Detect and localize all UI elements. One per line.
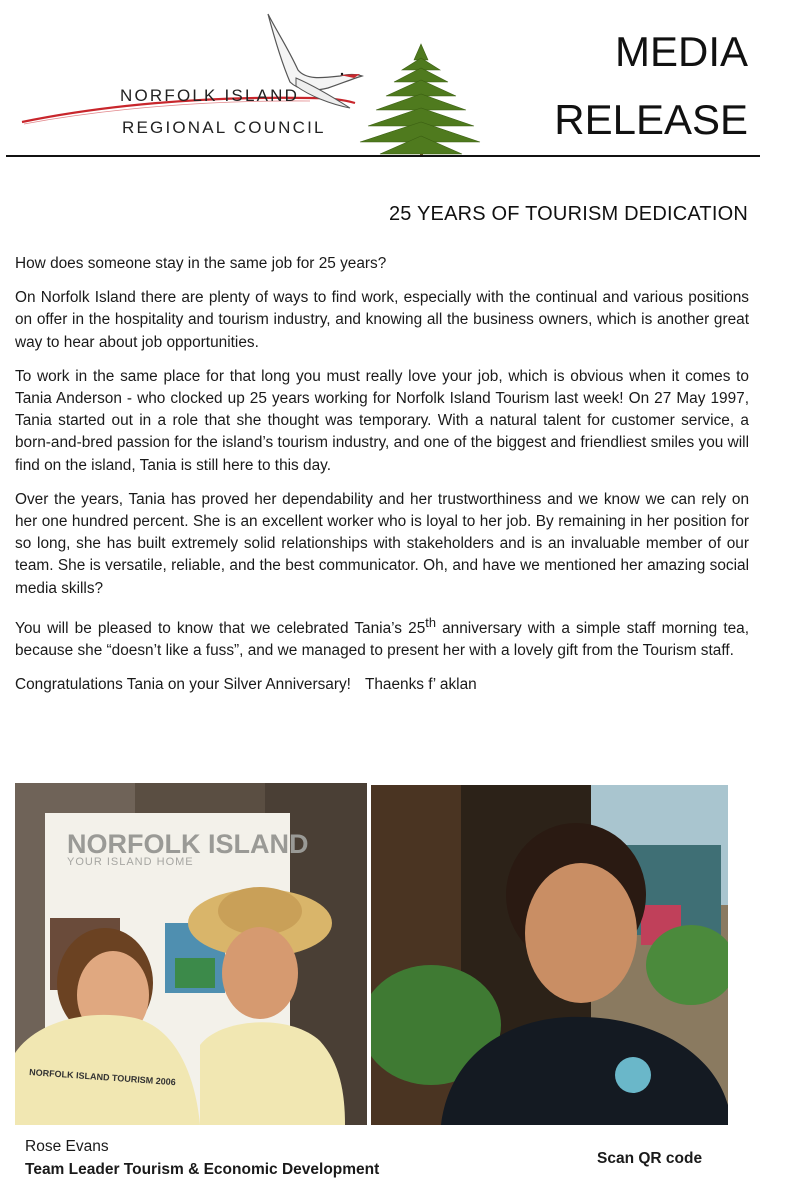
ordinal-suffix: th — [425, 614, 436, 630]
qr-code-label: Scan QR code — [597, 1150, 703, 1167]
banner-title: NORFOLK ISLAND — [67, 829, 309, 859]
paragraph-5 — [15, 612, 749, 663]
banner-subtitle: YOUR ISLAND HOME — [67, 856, 194, 868]
signatory-title: Team Leader Tourism & Economic Development — [25, 1161, 380, 1178]
shirt-logo-badge — [615, 1057, 651, 1093]
paragraph-4: Over the years, Tania has proved her dependability and her trustworthiness and we know we can rely on her one hundred percent. She is an excellent worker who is loyal to her job. By remaining in her position for so long, she has built extremely solid relationships with stakeholders and is an invaluable member of our team. She is versatile, reliable, and the best communicator. Oh, and have we mentioned her amazing social media skills? — [15, 490, 749, 597]
media-release-title — [554, 18, 748, 154]
norfolk-pine-icon — [360, 44, 480, 156]
paragraph-2: On Norfolk Island there are plenty of ways to find work, especially with the continual and various positions on offer in the hospitality and tourism industry, and knowing all the business owners, which is another great way to hear about job opportunities. — [15, 289, 749, 351]
paragraph-5-end: anniversary with a simple staff morning tea, because she “doesn’t like a fuss”, and we managed to present her with a lovely gift from the Tourism staff. — [15, 619, 750, 660]
photo-row — [15, 783, 728, 1125]
paragraph-3: To work in the same place for that long you must really love your job, which is obvious when it comes to Tania Anderson - who clocked up 25 years working for Norfolk Island Tourism last week! On 27 May 1997, Tania started out in a role that she thought was temporary. With a natural talent for customer service, a born-and-bred passion for the island’s tourism industry, and one of the biggest and friendliest smiles you will find on the island, Tania is still here to this day. — [15, 367, 749, 474]
media-release-line1: MEDIA — [614, 28, 748, 75]
closing-congratulations: Congratulations Tania on your Silver Anniversary! — [15, 676, 351, 694]
media-release-line2: RELEASE — [554, 96, 748, 143]
signatory-name: Rose Evans — [25, 1138, 109, 1155]
paragraph-5-start: You will be pleased to know that we celebrated Tania’s 25 — [15, 619, 426, 637]
shirt-print: NORFOLK ISLAND TOURISM 2006 — [28, 1067, 177, 1088]
article-headline: 25 YEARS OF TOURISM DEDICATION — [388, 203, 748, 225]
closing-thanks: Thaenks f’ aklan — [364, 676, 477, 694]
photo-two-women-banner — [15, 783, 367, 1125]
org-name-line1: NORFOLK ISLAND — [120, 86, 300, 105]
article-body — [15, 253, 749, 709]
header — [0, 0, 800, 160]
paragraph-1: How does someone stay in the same job for 25 years? — [15, 255, 387, 272]
org-name-line2: REGIONAL COUNCIL — [122, 118, 326, 137]
header-divider — [6, 155, 760, 157]
photo-tania-portrait — [371, 785, 728, 1125]
closing-line — [15, 674, 749, 696]
